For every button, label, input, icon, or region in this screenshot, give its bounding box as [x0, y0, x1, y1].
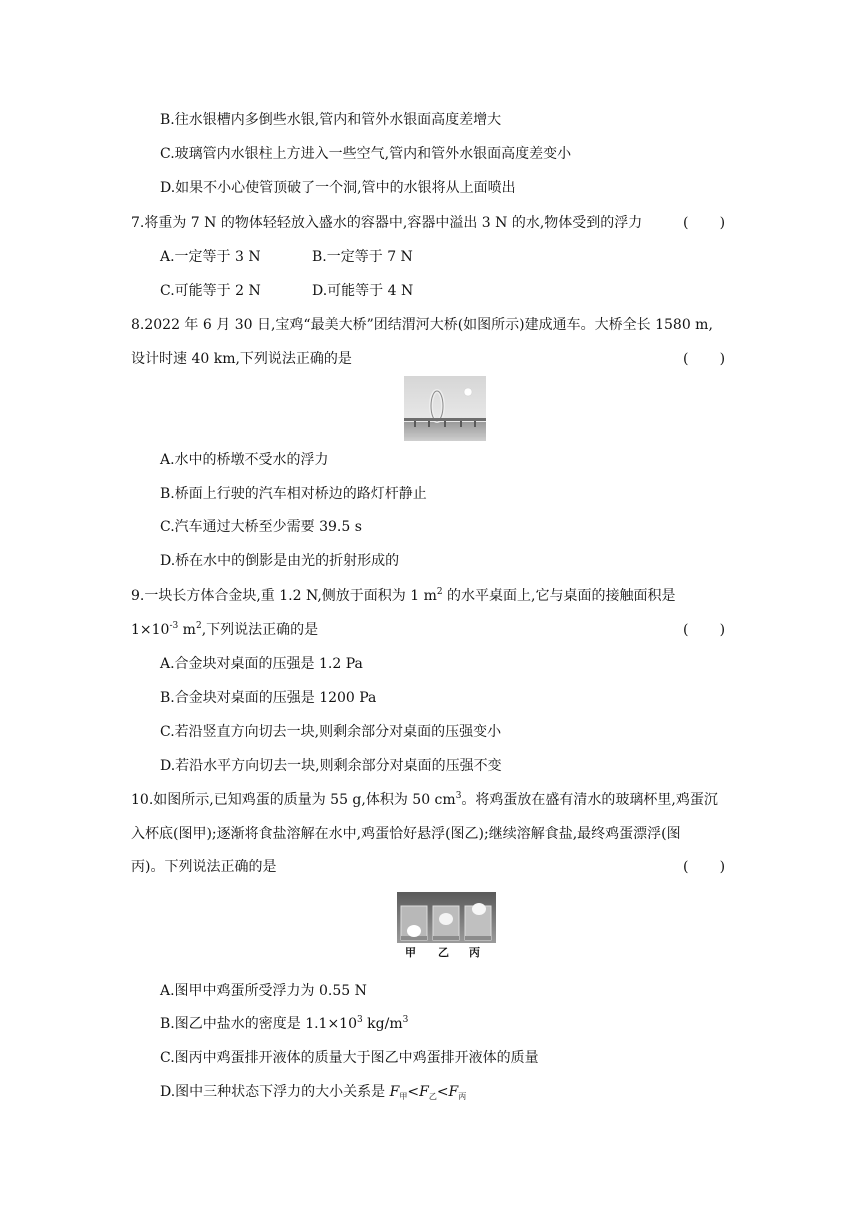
- q10-option-c: C.图丙中鸡蛋排开液体的质量大于图乙中鸡蛋排开液体的质量: [160, 1050, 539, 1066]
- q9-option-c: C.若沿竖直方向切去一块,则剩余部分对桌面的压强变小: [160, 724, 502, 740]
- q9-stem-line1: 9.一块长方体合金块,重 1.2 N,侧放于面积为 1 $m^2$ 的水平桌面上,它与桌面的接触面积是: [131, 587, 676, 604]
- q6-option-b: B.往水银槽内多倒些水银,管内和管外水银面高度差增大: [160, 112, 502, 128]
- q7-answer-paren: ( ): [683, 215, 726, 231]
- q8-option-d: D.桥在水中的倒影是由光的折射形成的: [160, 553, 400, 569]
- q9-option-a: A.合金块对桌面的压强是 1.2 Pa: [160, 656, 363, 672]
- q8-stem-line1: 8.2022 年 6 月 30 日,宝鸡“最美大桥”团结渭河大桥(如图所示)建成通车。大桥全长 1580 m,: [131, 317, 713, 333]
- q10-option-a: A.图甲中鸡蛋所受浮力为 0.55 N: [160, 983, 367, 999]
- q10-option-d: D.图中三种状态下浮力的大小关系是 $F_甲<F_乙<F_丙$: [160, 1084, 467, 1101]
- bridge-photo: [404, 376, 486, 441]
- q10-stem-line2: 入杯底(图甲);逐渐将食盐溶解在水中,鸡蛋恰好悬浮(图乙);继续溶解食盐,最终鸡蛋漂浮(图: [131, 826, 681, 842]
- q9-answer-paren: ( ): [683, 622, 726, 638]
- q6-option-d: D.如果不小心使管顶破了一个洞,管中的水银将从上面喷出: [160, 180, 516, 196]
- q8-answer-paren: ( ): [683, 351, 726, 367]
- q9-option-b: B.合金块对桌面的压强是 1200 Pa: [160, 690, 377, 706]
- q9-option-d: D.若沿水平方向切去一块,则剩余部分对桌面的压强不变: [160, 758, 502, 774]
- q7-stem: 7.将重为 7 N 的物体轻轻放入盛水的容器中,容器中溢出 3 N 的水,物体受到的浮力: [131, 215, 643, 231]
- q10-stem-line1: 10.如图所示,已知鸡蛋的质量为 55 g,体积为 50 $cm^3$。将鸡蛋放在盛有清水的玻璃杯里,鸡蛋沉: [131, 791, 718, 808]
- q7-option-b: B.一定等于 7 N: [312, 249, 413, 265]
- q8-option-c: C.汽车通过大桥至少需要 39.5 s: [160, 519, 362, 535]
- q10-stem-line3: 丙)。下列说法正确的是: [131, 859, 277, 875]
- q6-option-c: C.玻璃管内水银柱上方进入一些空气,管内和管外水银面高度差变小: [160, 146, 572, 162]
- caption-bing: 丙: [469, 946, 480, 959]
- q8-option-a: A.水中的桥墩不受水的浮力: [160, 452, 329, 468]
- caption-yi: 乙: [438, 946, 449, 959]
- q10-option-b: B.图乙中盐水的密度是 $1.1\times 10^3$ $kg/m^3$: [160, 1015, 409, 1032]
- q7-option-c: C.可能等于 2 N: [160, 283, 261, 299]
- caption-jia: 甲: [405, 946, 416, 959]
- egg-sunk: [407, 925, 421, 937]
- q8-stem-line2: 设计时速 40 km,下列说法正确的是: [131, 351, 352, 367]
- egg-cups-photo: [397, 892, 496, 943]
- q7-option-a: A.一定等于 3 N: [160, 249, 261, 265]
- egg-floating: [472, 903, 486, 915]
- q9-stem-line2: $1\times 10^{-3}$ $m^2$,下列说法正确的是: [131, 621, 319, 638]
- egg-suspended: [439, 913, 453, 925]
- q7-option-d: D.可能等于 4 N: [312, 283, 414, 299]
- q10-answer-paren: ( ): [683, 859, 726, 875]
- q8-option-b: B.桥面上行驶的汽车相对桥边的路灯杆静止: [160, 486, 427, 502]
